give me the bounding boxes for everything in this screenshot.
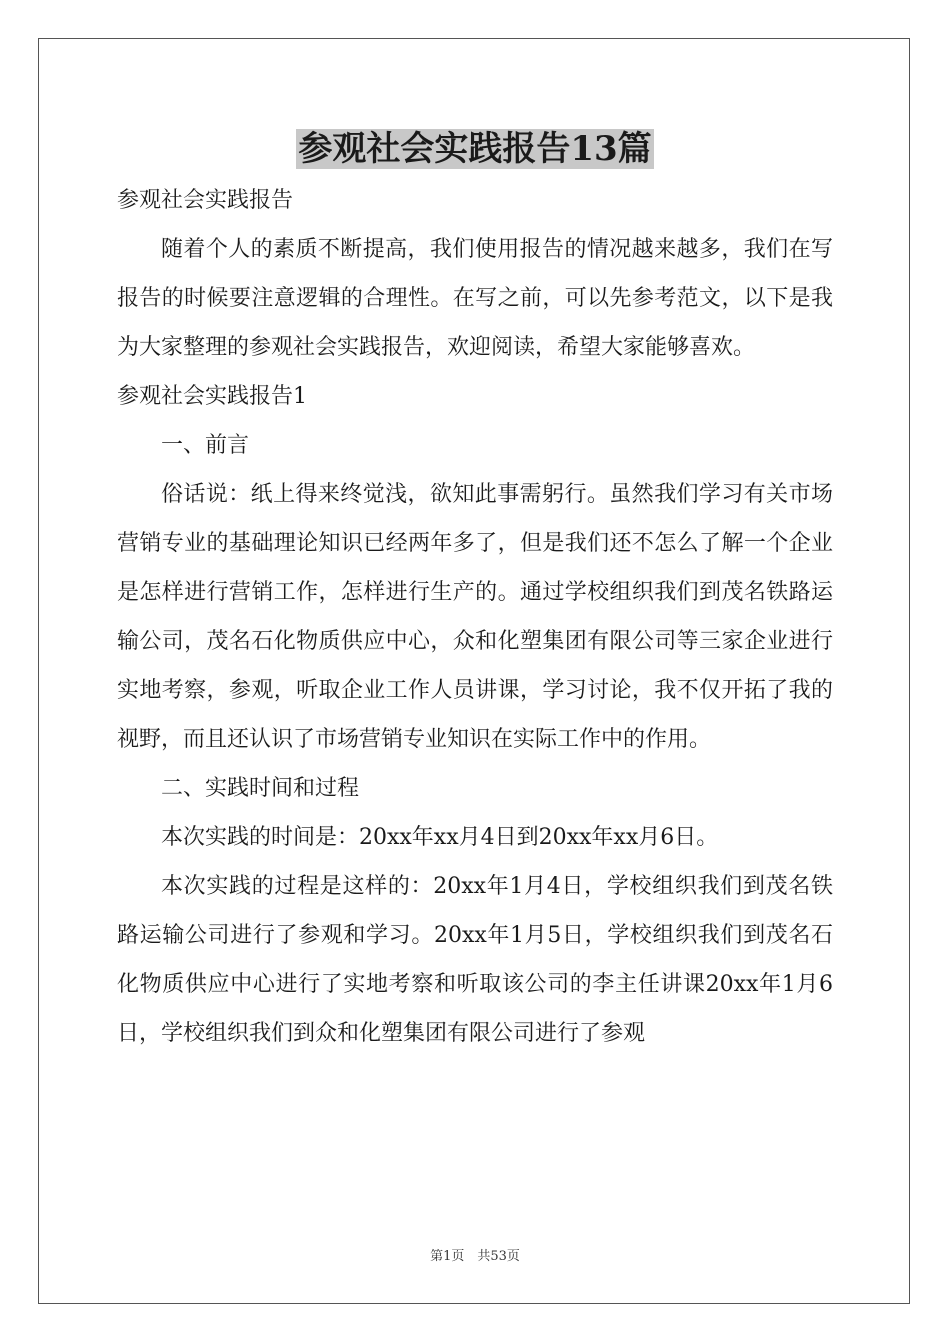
paragraph: 本次实践的时间是：20xx年xx月4日到20xx年xx月6日。 — [161, 825, 719, 850]
section-heading: 一、前言 — [161, 433, 250, 458]
document-body — [117, 176, 833, 1058]
paragraph: 本次实践的过程是这样的：20xx年1月4日，学校组织我们到茂名铁路运输公司进行了参观和学习。20xx年1月5日，学校组织我们到茂名石化物质供应中心进行了实地考察和听取该公司的李主任讲课20xx年1月6日，学校组织我们到众和化塑集团有限公司进行了参观 — [117, 874, 833, 1046]
paragraph: 俗话说：纸上得来终觉浅，欲知此事需躬行。虽然我们学习有关市场营销专业的基础理论知识已经两年多了，但是我们还不怎么了解一个企业是怎样进行营销工作，怎样进行生产的。通过学校组织我们到茂名铁路运输公司，茂名石化物质供应中心，众和化塑集团有限公司等三家企业进行实地考察，参观，听取企业工作人员讲课，学习讨论，我不仅开拓了我的视野，而且还认识了市场营销专业知识在实际工作中的作用。 — [117, 482, 833, 752]
document-title — [0, 126, 950, 172]
paragraph: 参观社会实践报告 — [117, 188, 294, 213]
page-footer — [0, 1248, 950, 1266]
paragraph: 随着个人的素质不断提高，我们使用报告的情况越来越多，我们在写报告的时候要注意逻辑的合理性。在写之前，可以先参考范文，以下是我为大家整理的参观社会实践报告，欢迎阅读，希望大家能够喜欢。 — [117, 237, 833, 360]
page-number: 第1页 共53页 — [430, 1249, 520, 1264]
paragraph: 参观社会实践报告1 — [117, 384, 307, 409]
document-title-text: 参观社会实践报告13篇 — [298, 129, 652, 169]
section-heading: 二、实践时间和过程 — [161, 776, 360, 801]
